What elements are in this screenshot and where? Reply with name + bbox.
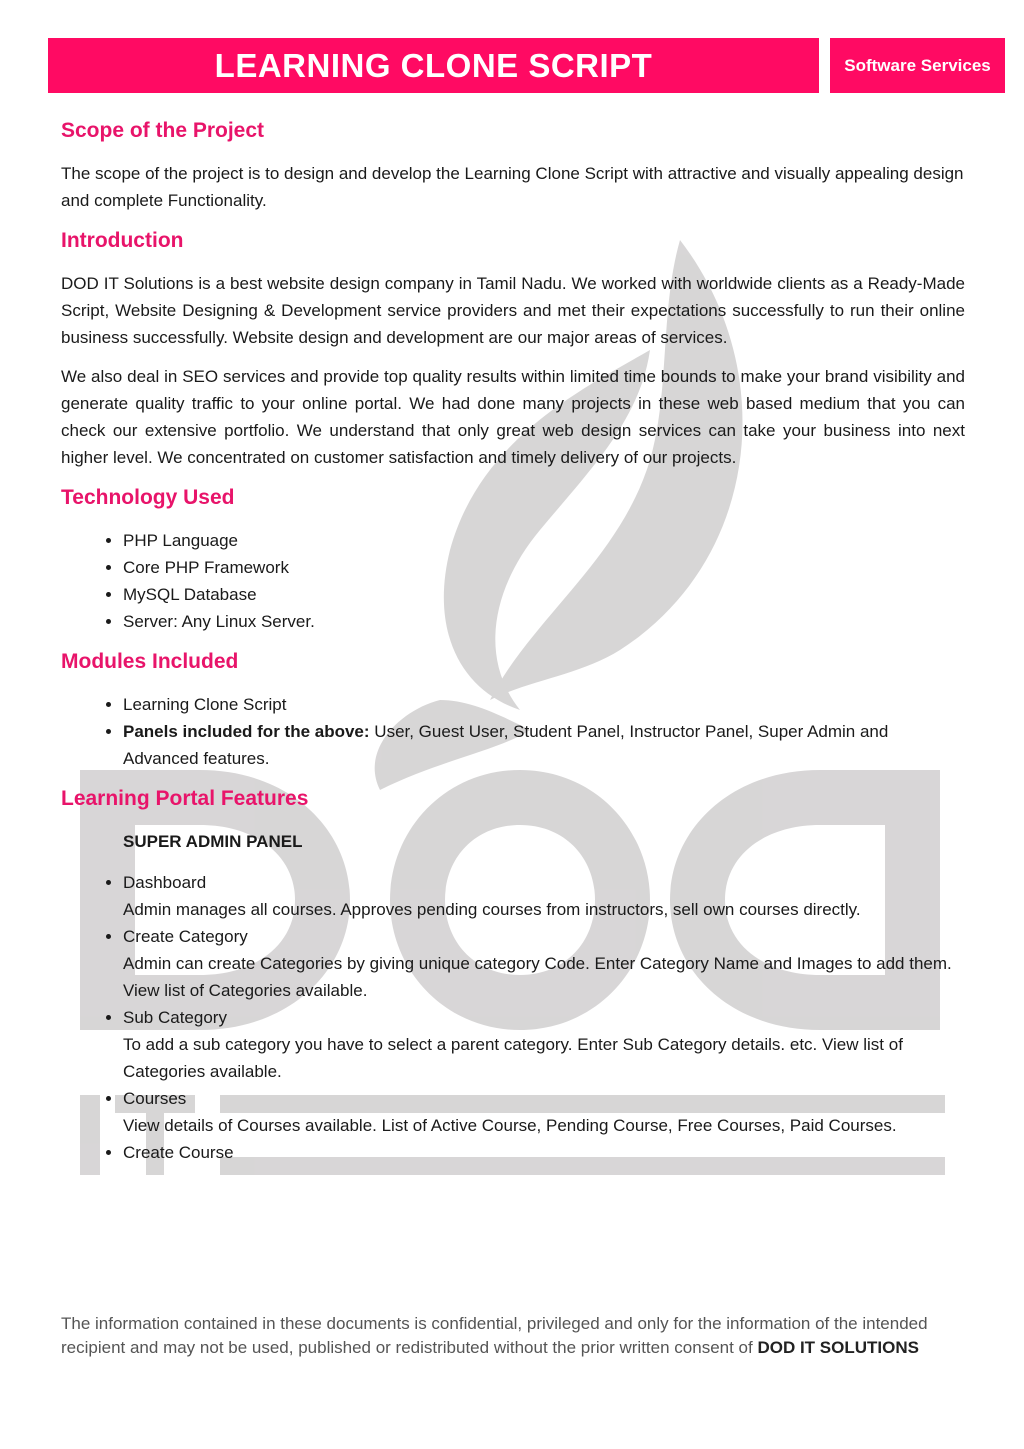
introduction-heading: Introduction xyxy=(61,229,184,252)
list-item: • MySQL Database xyxy=(123,581,965,608)
document-body xyxy=(61,118,965,1180)
feature-description: Admin manages all courses. Approves pending courses from instructors, sell own courses directly. xyxy=(123,900,861,919)
list-item xyxy=(123,869,965,923)
footer-text: The information contained in these documents is confidential, privileged and only for the information of the intended recipient and may not be used, published or redistributed without the prior written consent of xyxy=(61,1314,928,1357)
features-heading: Learning Portal Features xyxy=(61,787,309,810)
feature-description: Admin can create Categories by giving unique category Code. Enter Category Name and Images to add them. View list of Categories available. xyxy=(123,954,952,1000)
document-title-bar xyxy=(48,38,819,93)
panels-text: User, Guest User, Student Panel, Instructor Panel, Super Admin and Advanced features. xyxy=(123,722,889,768)
super-admin-panel-title: SUPER ADMIN PANEL xyxy=(123,832,303,851)
category-tag xyxy=(830,38,1005,93)
confidentiality-footer xyxy=(61,1312,961,1360)
features-section xyxy=(61,786,965,1166)
list-item: • PHP Language xyxy=(123,527,965,554)
list-item: • Server: Any Linux Server. xyxy=(123,608,965,635)
feature-title: Courses xyxy=(123,1089,187,1108)
list-item xyxy=(123,923,965,1004)
list-item xyxy=(123,1004,965,1085)
introduction-paragraph-1: DOD IT Solutions is a best website design company in Tamil Nadu. We worked with worldwide clients as a Ready-Made Script, Website Designing & Development service providers and met their expectations successfully to run their online business successfully. Website design and development are our major areas of services. xyxy=(61,274,965,347)
scope-section xyxy=(61,118,965,214)
technology-heading: Technology Used xyxy=(61,486,235,509)
technology-section xyxy=(61,485,965,635)
technology-list xyxy=(61,527,965,635)
list-item xyxy=(123,1139,965,1166)
introduction-paragraph-2: We also deal in SEO services and provide top quality results within limited time bounds to make your brand visibility and generate quality traffic to your online portal. We had done many projects in these web based medium that you can check our extensive portfolio. We understand that only great web design services can take your business into next higher level. We concentrated on customer satisfaction and timely delivery of our projects. xyxy=(61,367,965,467)
list-item xyxy=(123,1085,965,1139)
feature-title: Sub Category xyxy=(123,1008,227,1027)
introduction-section xyxy=(61,228,965,471)
modules-list xyxy=(61,691,965,772)
panels-label: Panels included for the above: xyxy=(123,722,370,741)
list-item: • Core PHP Framework xyxy=(123,554,965,581)
feature-description: To add a sub category you have to select a parent category. Enter Sub Category details. etc. View list of Categories available. xyxy=(123,1035,903,1081)
modules-section xyxy=(61,649,965,772)
feature-title: Create Course xyxy=(123,1143,234,1162)
modules-heading: Modules Included xyxy=(61,650,239,673)
document-title: LEARNING CLONE SCRIPT xyxy=(214,46,653,84)
scope-text: The scope of the project is to design and develop the Learning Clone Script with attractive and visually appealing design and complete Functionality. xyxy=(61,164,964,210)
features-list xyxy=(61,869,965,1166)
feature-title: Create Category xyxy=(123,927,248,946)
list-item xyxy=(123,718,965,772)
feature-title: Dashboard xyxy=(123,873,207,892)
footer-company: DOD IT SOLUTIONS xyxy=(757,1338,919,1357)
feature-description: View details of Courses available. List of Active Course, Pending Course, Free Courses, Paid Courses. xyxy=(123,1116,897,1135)
scope-heading: Scope of the Project xyxy=(61,119,265,142)
list-item: • Learning Clone Script xyxy=(123,691,965,718)
category-tag-label: Software Services xyxy=(844,55,991,75)
